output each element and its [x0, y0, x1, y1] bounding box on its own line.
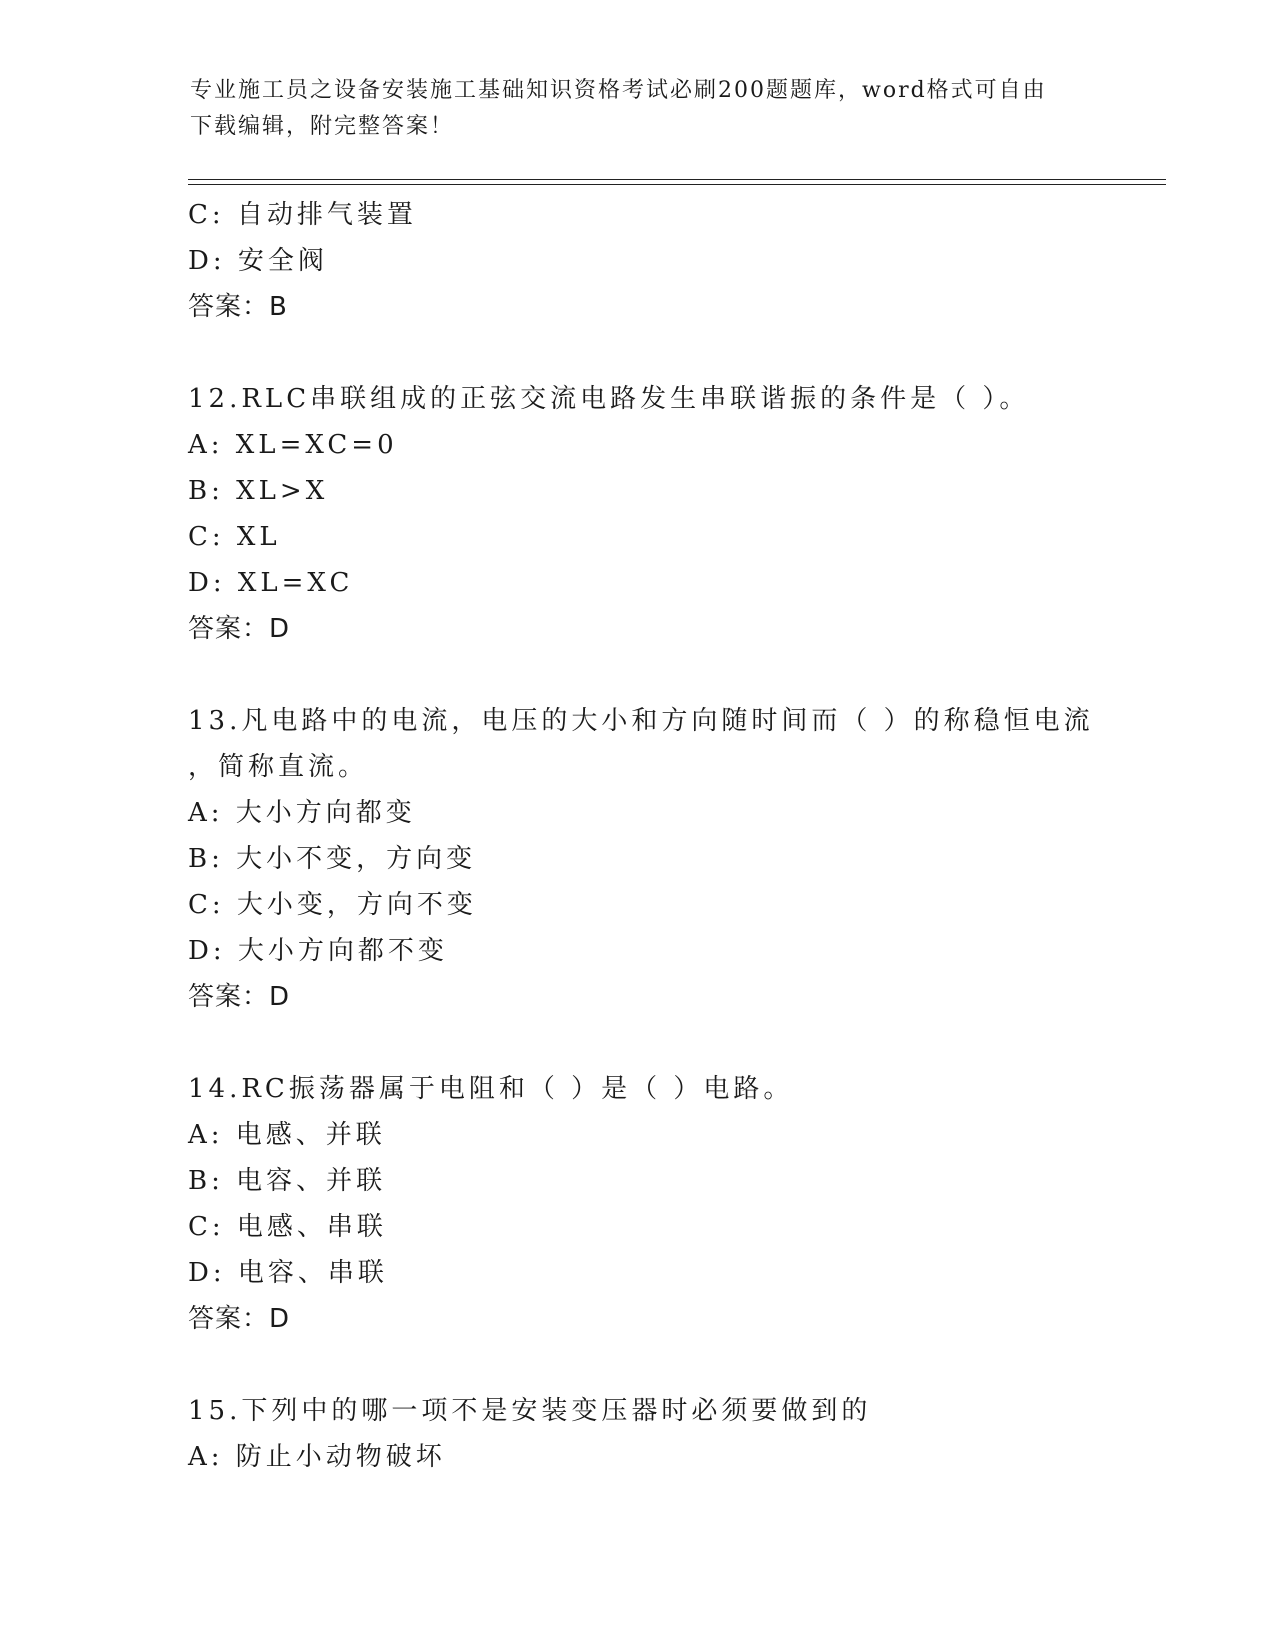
- question-list: [188, 192, 1094, 1480]
- question-stem: 14.RC振荡器属于电阻和（ ）是（ ）电路。: [188, 1074, 794, 1104]
- option-d: D: 安全阀: [188, 246, 328, 276]
- option-b: B: 大小不变，方向变: [188, 844, 477, 874]
- header-line-1: 专业施工员之设备安装施工基础知识资格考试必刷200题题库，word格式可自由: [190, 78, 1047, 103]
- option-b: B: 电容、并联: [188, 1166, 387, 1196]
- header-divider-top: [188, 179, 1166, 180]
- header-divider-bottom: [188, 184, 1166, 185]
- option-c: C: 大小变，方向不变: [188, 890, 477, 920]
- option-c: C: 自动排气装置: [188, 200, 417, 230]
- spacer: [188, 330, 1088, 376]
- question-stem: 15.下列中的哪一项不是安装变压器时必须要做到的: [188, 1396, 872, 1426]
- document-header: [190, 73, 1090, 145]
- question-11-tail: [188, 192, 1088, 330]
- option-d: D: 大小方向都不变: [188, 936, 448, 966]
- question-13: [188, 698, 1094, 1020]
- spacer: [188, 652, 1088, 698]
- question-stem: 12.RLC串联组成的正弦交流电路发生串联谐振的条件是（ ）。: [188, 384, 1030, 414]
- option-d: D: 电容、串联: [188, 1258, 388, 1288]
- option-a: A: 防止小动物破坏: [188, 1442, 446, 1472]
- option-a: A: XL=XC=0: [188, 430, 398, 460]
- question-15: [188, 1388, 1088, 1480]
- option-a: A: 电感、并联: [188, 1120, 386, 1150]
- answer-line: 答案：D: [188, 982, 291, 1012]
- option-c: C: 电感、串联: [188, 1212, 387, 1242]
- answer-line: 答案：D: [188, 614, 291, 644]
- spacer: [188, 1020, 1088, 1066]
- question-12: [188, 376, 1088, 652]
- question-stem-line-2: ，简称直流。: [188, 752, 369, 782]
- option-c: C: XL: [188, 522, 281, 552]
- answer-line: 答案：B: [188, 292, 288, 322]
- question-14: [188, 1066, 1088, 1342]
- header-line-2: 下载编辑，附完整答案！: [190, 114, 455, 139]
- option-d: D: XL=XC: [188, 568, 354, 598]
- spacer: [188, 1342, 1088, 1388]
- question-stem-line-1: 13.凡电路中的电流，电压的大小和方向随时间而（ ）的称稳恒电流: [188, 706, 1094, 736]
- option-b: B: XL>X: [188, 476, 329, 506]
- option-a: A: 大小方向都变: [188, 798, 416, 828]
- answer-line: 答案：D: [188, 1304, 291, 1334]
